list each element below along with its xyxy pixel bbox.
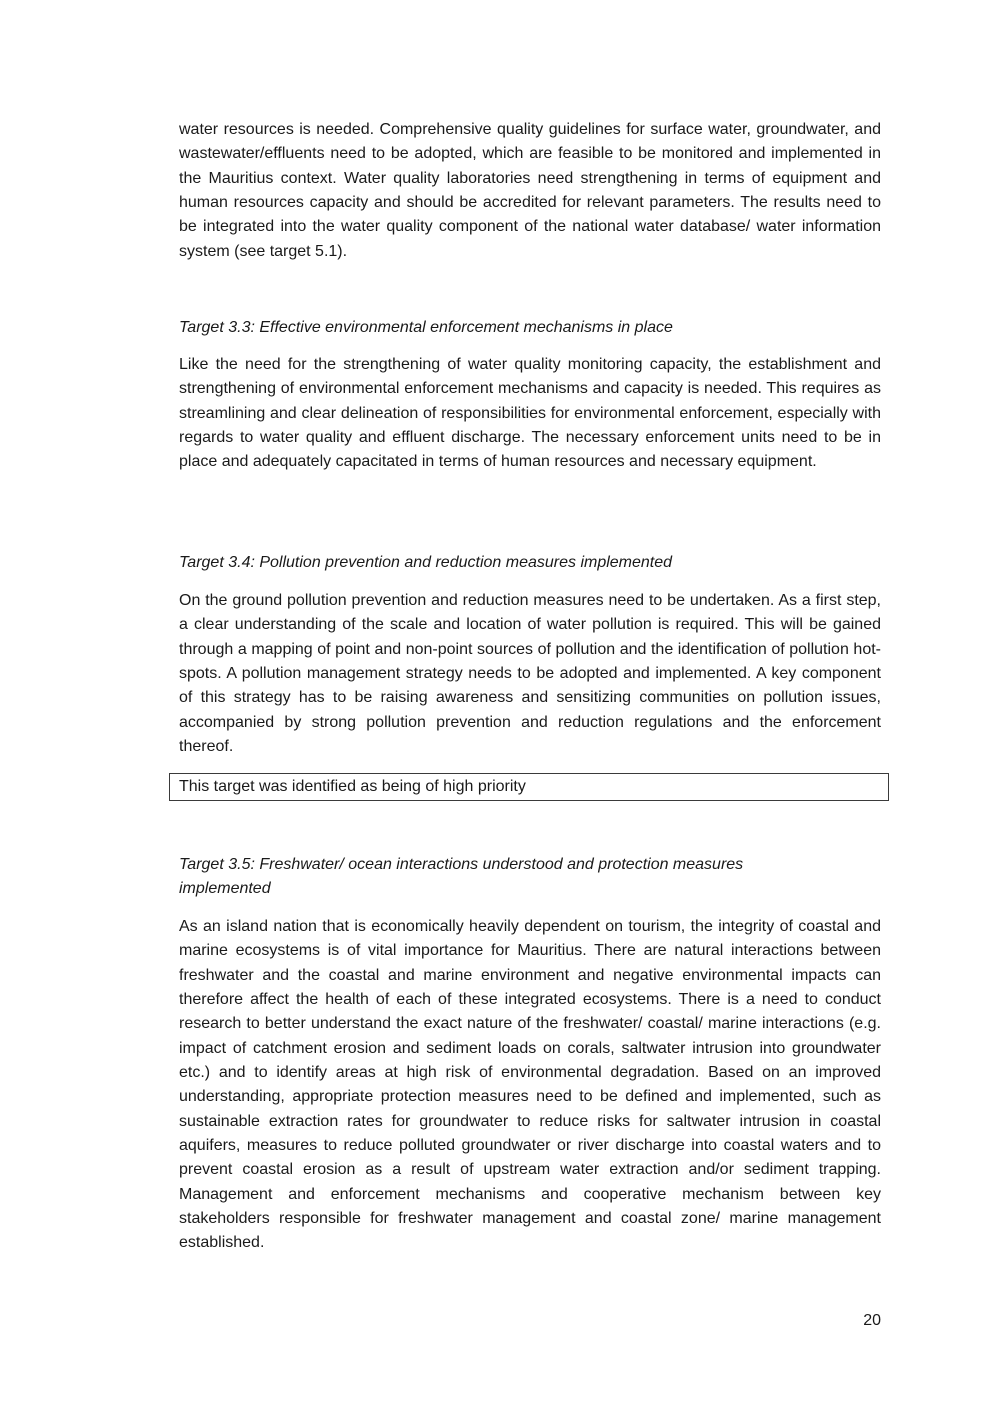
intro-paragraph: water resources is needed. Comprehensive quality guidelines for surface water, groundwater, and wastewater/effluents need to be adopted, which are feasible to be monitored and implemented in the Mauritius context. Water quality laboratories need strengthening in terms of equipment and human resources capacity and should be accredited for relevant parameters. The results need to be integrated into the water quality component of the national water database/ water information system (see target 5.1). <box>179 121 881 260</box>
priority-note-box: This target was identified as being of high priority <box>169 773 889 801</box>
target-3-5-paragraph: As an island nation that is economically heavily dependent on tourism, the integrity of coastal and marine ecosystems is of vital importance for Mauritius. There are natural interactions between freshwater and the coastal and marine environment and negative environmental impacts can therefore affect the health of each of these integrated ecosystems. There is a need to conduct research to better understand the exact nature of the freshwater/ coastal/ marine interactions (e.g. impact of catchment erosion and sediment loads on corals, saltwater intrusion into groundwater etc.) and to identify areas at high risk of environmental degradation. Based on an improved understanding, appropriate protection measures need to be defined and implemented, such as sustainable extraction rates for groundwater to reduce risks for saltwater intrusion in coastal aquifers, measures to reduce polluted groundwater or river discharge into coastal waters and to prevent coastal erosion as a result of upstream water extraction and/or sediment trapping. Management and enforcement mechanisms and cooperative mechanism between key stakeholders responsible for freshwater management and coastal zone/ marine management established. <box>179 918 881 1252</box>
target-3-3-heading: Target 3.3: Effective environmental enforcement mechanisms in place <box>179 319 673 336</box>
target-3-4-paragraph: On the ground pollution prevention and reduction measures need to be undertaken. As a first step, a clear understanding of the scale and location of water pollution is required. This will be gained through a mapping of point and non-point sources of pollution and the identification of pollution hot-spots. A pollution management strategy needs to be adopted and implemented. A key component of this strategy has to be raising awareness and sensitizing communities on pollution issues, accompanied by strong pollution prevention and reduction regulations and the enforcement thereof. <box>179 592 881 756</box>
target-3-5-heading: Target 3.5: Freshwater/ ocean interactions understood and protection measures implemented <box>179 856 744 898</box>
target-3-3-paragraph: Like the need for the strengthening of water quality monitoring capacity, the establishment and strengthening of environmental enforcement mechanisms and capacity is needed. This requires as streamlining and clear delineation of responsibilities for environmental enforcement, especially with regards to water quality and effluent discharge. The necessary enforcement units need to be in place and adequately capacitated in terms of human resources and necessary equipment. <box>179 356 881 471</box>
page-number: 20 <box>863 1312 881 1329</box>
target-3-4-heading: Target 3.4: Pollution prevention and reduction measures implemented <box>179 554 673 571</box>
